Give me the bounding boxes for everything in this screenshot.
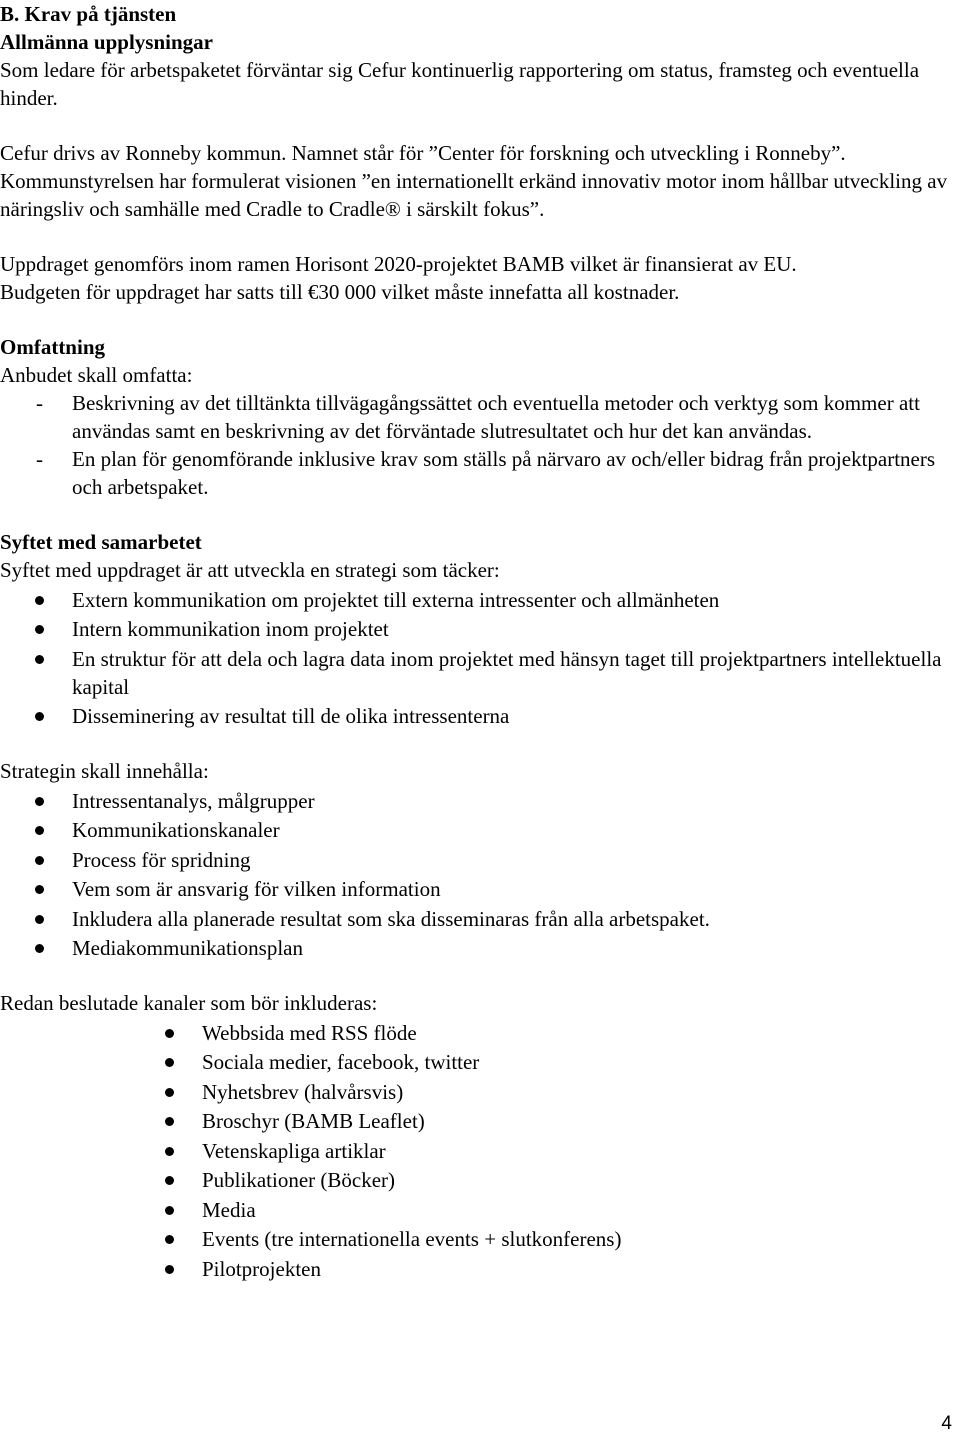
- list-item-text: Mediakommunikationsplan: [72, 936, 303, 960]
- channels-intro: Redan beslutade kanaler som bör inkluderas:: [0, 991, 378, 1015]
- list-item-text: Broschyr (BAMB Leaflet): [202, 1109, 425, 1133]
- list-item: [0, 1225, 948, 1253]
- list-item-text: Sociala medier, facebook, twitter: [202, 1050, 480, 1074]
- bullet-icon: [165, 1088, 174, 1097]
- bullet-icon: [35, 625, 44, 634]
- list-item: - Beskrivning av det tilltänkta tillvägagångssättet och eventuella metoder och verktyg som kommer att användas samt en beskrivning av det förväntade slutresultatet och hur det kan användas.: [0, 389, 948, 445]
- list-item: [0, 1019, 948, 1047]
- list-item: [0, 1048, 948, 1076]
- purpose-heading: Syftet med samarbetet: [0, 530, 202, 554]
- list-item-text: Extern kommunikation om projektet till externa intressenter och allmänheten: [72, 587, 720, 612]
- bullet-icon: [35, 797, 44, 806]
- list-item: [0, 702, 948, 730]
- list-item: [0, 934, 948, 962]
- list-item: - En plan för genomförande inklusive krav som ställs på närvaro av och/eller bidrag från projektpartners och arbetspaket.: [0, 445, 948, 501]
- list-item-text: Webbsida med RSS flöde: [202, 1020, 417, 1045]
- list-item: [0, 1107, 948, 1135]
- cefur-paragraph: Cefur drivs av Ronneby kommun. Namnet står för ”Center för forskning och utveckling i Ronneby”. Kommunstyrelsen har formulerat visionen ”en internationellt erkänd innovativ motor inom hållbar utveckling av näringsliv och samhälle med Cradle to Cradle® i särskilt fokus”.: [0, 141, 948, 221]
- list-item: [0, 1255, 948, 1283]
- bullet-icon: [35, 826, 44, 835]
- list-item-text: En struktur för att dela och lagra data inom projektet med hänsyn taget till projektpartners intellektuella kapital: [72, 646, 942, 699]
- bullet-icon: [35, 944, 44, 953]
- list-item-text: Events (tre internationella events + slutkonferens): [202, 1227, 622, 1251]
- bullet-icon: [165, 1117, 174, 1126]
- scope-intro: Anbudet skall omfatta:: [0, 363, 193, 387]
- list-item-text: Process för spridning: [72, 847, 251, 872]
- bullet-icon: [35, 856, 44, 865]
- list-item-text: Publikationer (Böcker): [202, 1168, 396, 1192]
- general-paragraph: Som ledare för arbetspaketet förväntar sig Cefur kontinuerlig rapportering om status, framsteg och eventuella hinder.: [0, 58, 920, 110]
- list-item-text: Kommunikationskanaler: [72, 818, 280, 842]
- list-item-text: Nyhetsbrev (halvårsvis): [202, 1079, 404, 1104]
- bullet-icon: [165, 1147, 174, 1156]
- list-item-text: Vetenskapliga artiklar: [202, 1138, 386, 1163]
- bullet-icon: [35, 712, 44, 721]
- list-item-text: Pilotprojekten: [202, 1256, 321, 1281]
- list-item: [0, 1196, 948, 1224]
- bullet-icon: [165, 1206, 174, 1215]
- list-item: [0, 905, 948, 933]
- general-heading: Allmänna upplysningar: [0, 30, 213, 54]
- list-item-text: Intressentanalys, målgrupper: [72, 788, 315, 813]
- purpose-list: [0, 586, 948, 731]
- bullet-icon: [165, 1265, 174, 1274]
- channels-list: [0, 1019, 948, 1283]
- bullet-icon: [35, 655, 44, 664]
- list-item-text: Vem som är ansvarig för vilken information: [72, 877, 441, 901]
- bullet-icon: [35, 596, 44, 605]
- bullet-icon: [165, 1235, 174, 1244]
- list-item-text: Intern kommunikation inom projektet: [72, 617, 389, 641]
- scope-list: [0, 389, 948, 501]
- strategy-intro: Strategin skall innehålla:: [0, 759, 209, 783]
- list-item: [0, 645, 948, 701]
- list-item-text: Inkludera alla planerade resultat som ska disseminaras från alla arbetspaket.: [72, 906, 710, 931]
- list-item: [0, 1166, 948, 1194]
- list-item: [0, 615, 948, 643]
- assignment-paragraph: Uppdraget genomförs inom ramen Horisont 2020-projektet BAMB vilket är finansierat av EU.: [0, 252, 797, 276]
- bullet-icon: [35, 915, 44, 924]
- list-item: [0, 846, 948, 874]
- bullet-icon: [165, 1058, 174, 1067]
- list-item: [0, 1078, 948, 1106]
- bullet-icon: [165, 1029, 174, 1038]
- scope-heading: Omfattning: [0, 335, 105, 359]
- list-item-text: Disseminering av resultat till de olika intressenterna: [72, 704, 510, 728]
- bullet-icon: [165, 1176, 174, 1185]
- list-item: [0, 586, 948, 614]
- list-item: [0, 816, 948, 844]
- list-item: [0, 1137, 948, 1165]
- purpose-intro: Syftet med uppdraget är att utveckla en strategi som täcker:: [0, 558, 500, 582]
- strategy-list: [0, 787, 948, 963]
- bullet-icon: [35, 885, 44, 894]
- list-item: [0, 787, 948, 815]
- list-item-text: Media: [202, 1197, 256, 1222]
- budget-paragraph: Budgeten för uppdraget har satts till €30 000 vilket måste innefatta all kostnader.: [0, 280, 680, 304]
- section-heading: B. Krav på tjänsten: [0, 2, 177, 26]
- page-number: 4: [941, 1413, 952, 1434]
- list-item: [0, 875, 948, 903]
